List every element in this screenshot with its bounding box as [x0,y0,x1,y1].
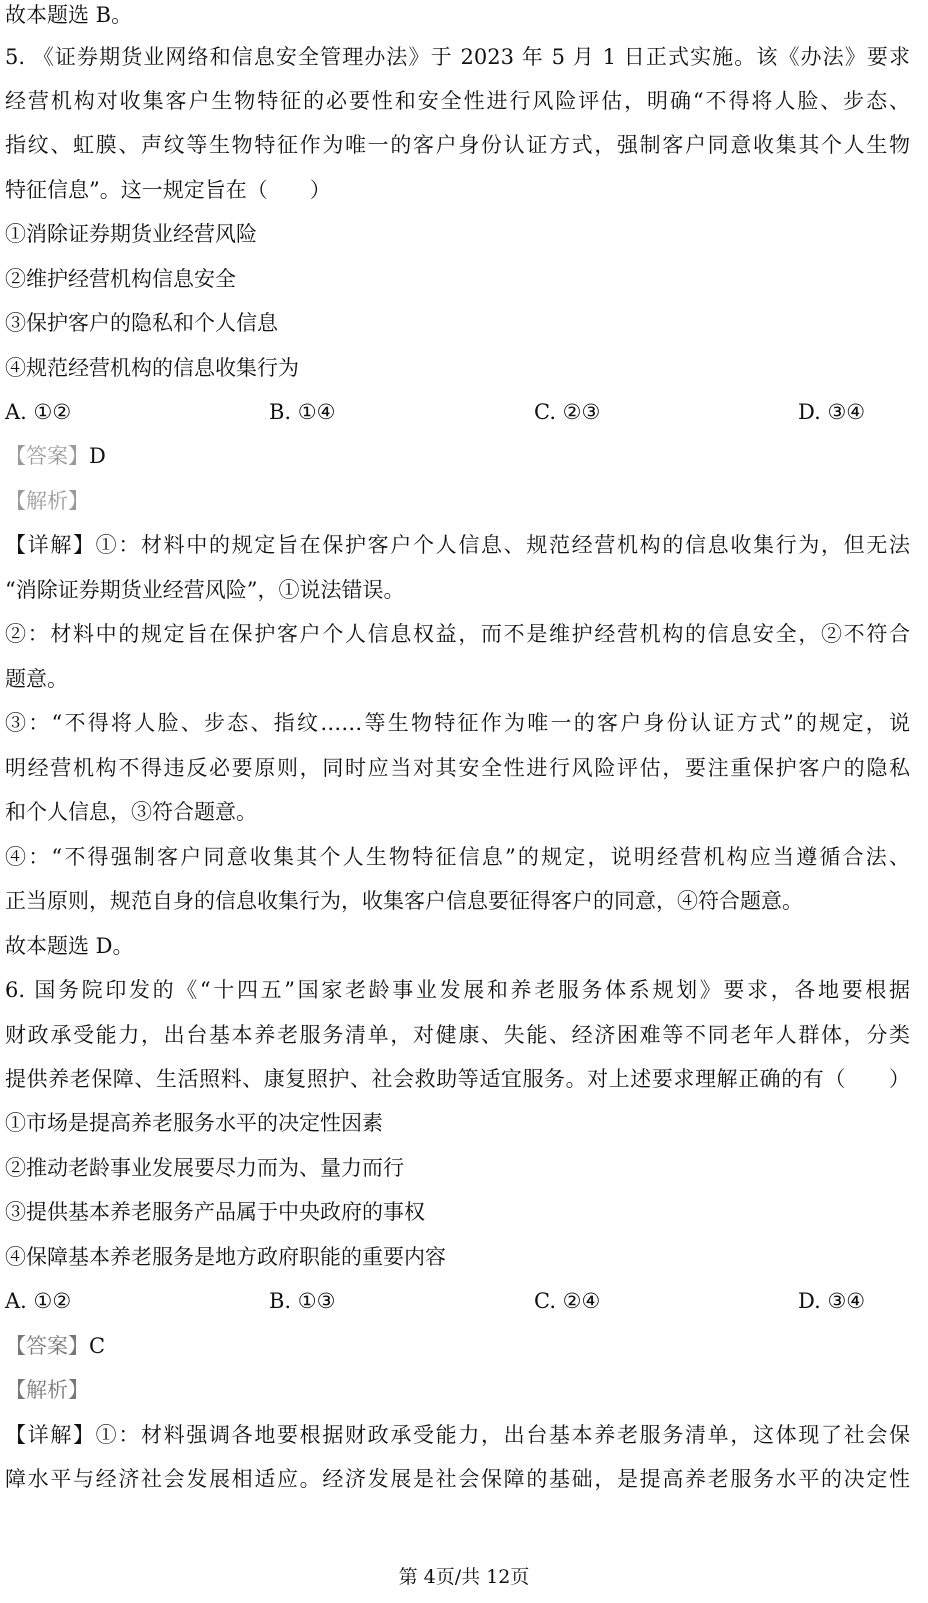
q5-option-b: B. ①④ [269,400,336,424]
previous-conclusion: 故本题选 B。 [5,3,133,27]
q6-answer [5,1331,910,1361]
q5-statement: ②维护经营机构信息安全 [5,267,236,291]
q6-statement: ④保障基本养老服务是地方政府职能的重要内容 [5,1245,446,1269]
q5-option-c: C. ②③ [534,400,601,424]
q5-answer-tag: 【答案】 [5,444,89,468]
q6-option-b: B. ①③ [269,1289,336,1313]
q5-answer-value: D [89,444,106,468]
q5-option-a: A. ①② [5,400,72,424]
q6-statement: ③提供基本养老服务产品属于中央政府的事权 [5,1200,425,1224]
q6-stem-line: 提供养老保障、生活照料、康复照护、社会救助等适宜服务。对上述要求理解正确的有（ ） [5,1067,910,1091]
q5-detail-line: ③：“不得将人脸、步态、指纹……等生物特征作为唯一的客户身份认证方式”的规定，说 [5,711,910,735]
q5-stem-line: 特征信息”。这一规定旨在（ ） [5,178,331,202]
q6-detail-line: 障水平与经济社会发展相适应。经济发展是社会保障的基础，是提高养老服务水平的决定性 [5,1467,910,1491]
q5-answer [5,441,910,471]
q6-analysis-tag: 【解析】 [5,1378,89,1402]
q5-options [5,397,910,427]
q5-detail-line: 【详解】①：材料中的规定旨在保护客户个人信息、规范经营机构的信息收集行为，但无法 [5,533,910,557]
q5-detail-line: 和个人信息，③符合题意。 [5,800,257,824]
q5-analysis-tag: 【解析】 [5,489,89,513]
q6-detail-line: 【详解】①：材料强调各地要根据财政承受能力，出台基本养老服务清单，这体现了社会保 [5,1423,910,1447]
q6-answer-tag: 【答案】 [5,1334,89,1358]
q6-answer-value: C [89,1334,106,1358]
q5-detail-line: ②：材料中的规定旨在保护客户个人信息权益，而不是维护经营机构的信息安全，②不符合 [5,622,910,646]
q5-statement: ①消除证券期货业经营风险 [5,222,257,246]
q6-option-d: D. ③④ [798,1289,866,1313]
q6-options [5,1286,910,1316]
q5-detail-line: ④：“不得强制客户同意收集其个人生物特征信息”的规定，说明经营机构应当遵循合法、 [5,845,910,869]
q5-stem-line: 5. 《证券期货业网络和信息安全管理办法》于 2023 年 5 月 1 日正式实施。该《办法》要求 [5,45,910,69]
q5-statement: ④规范经营机构的信息收集行为 [5,356,299,380]
q6-stem-line: 财政承受能力，出台基本养老服务清单，对健康、失能、经济困难等不同老年人群体，分类 [5,1023,910,1047]
q5-detail-line: 题意。 [5,667,68,691]
q6-option-c: C. ②④ [534,1289,601,1313]
q5-conclusion: 故本题选 D。 [5,934,134,958]
q6-statement: ①市场是提高养老服务水平的决定性因素 [5,1111,383,1135]
q5-detail-line: “消除证券期货业经营风险”，①说法错误。 [5,578,405,602]
q5-stem-line: 经营机构对收集客户生物特征的必要性和安全性进行风险评估，明确“不得将人脸、步态、 [5,89,910,113]
q6-statement: ②推动老龄事业发展要尽力而为、量力而行 [5,1156,404,1180]
q5-stem-line: 指纹、虹膜、声纹等生物特征作为唯一的客户身份认证方式，强制客户同意收集其个人生物 [5,133,910,157]
q5-option-d: D. ③④ [798,400,866,424]
q5-detail-line: 明经营机构不得违反必要原则，同时应当对其安全性进行风险评估，要注重保护客户的隐私 [5,756,910,780]
q5-statement: ③保护客户的隐私和个人信息 [5,311,278,335]
q5-detail-line: 正当原则，规范自身的信息收集行为，收集客户信息要征得客户的同意，④符合题意。 [5,889,803,913]
q6-stem-line: 6. 国务院印发的《“十四五”国家老龄事业发展和养老服务体系规划》要求，各地要根据 [5,978,910,1002]
page-number-footer: 第 4页/共 12页 [398,1566,530,1588]
q6-option-a: A. ①② [5,1289,72,1313]
